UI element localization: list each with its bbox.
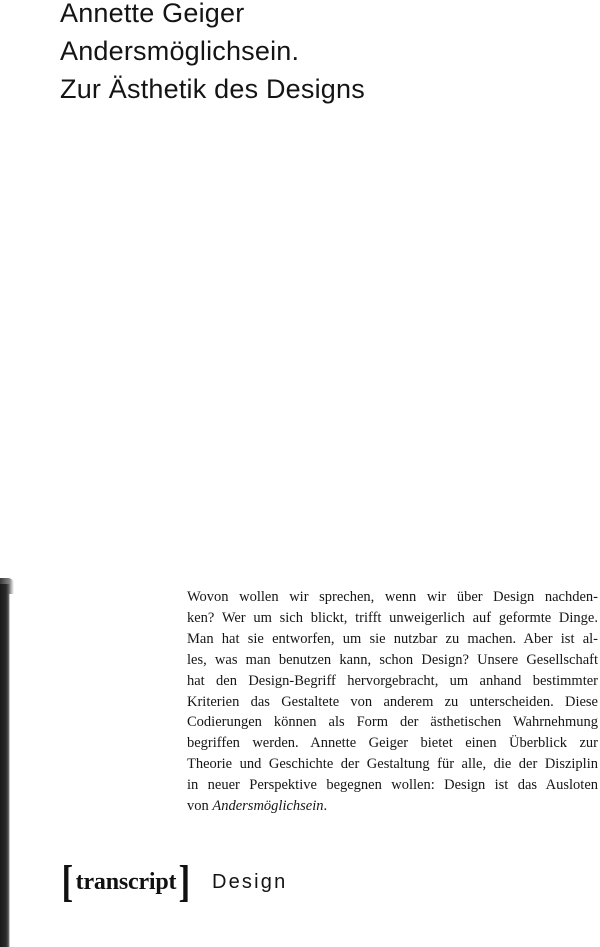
blurb-line: hat den Design-Begriff hervorgebracht, um anhand bestimmter: [187, 672, 598, 689]
cover-footer: [60, 858, 287, 906]
publisher-name: transcript: [75, 868, 177, 895]
book-blurb: [187, 587, 598, 817]
publisher-bracket-open: [: [61, 857, 74, 906]
blurb-line: ken? Wer um sich blickt, trifft unweigerlich auf geformte Dinge.: [187, 609, 598, 626]
cover-header: [60, 0, 365, 108]
publisher-logo: [60, 857, 192, 906]
author-name: Annette Geiger: [60, 0, 245, 28]
publisher-bracket-close: ]: [178, 857, 191, 906]
blurb-line: Kriterien das Gestaltete von anderem zu unterscheiden. Diese: [187, 693, 598, 710]
blurb-line: Man hat sie entworfen, um sie nutzbar zu machen. Aber ist al-: [187, 630, 598, 647]
blurb-last-prefix: von: [187, 798, 213, 815]
blurb-last-line: [187, 796, 598, 817]
blurb-last-suffix: .: [323, 798, 328, 815]
blurb-line: les, was man benutzen kann, schon Design? Unsere Gesellschaft: [187, 651, 598, 668]
blurb-line: Wovon wollen wir sprechen, wenn wir über Design nachden-: [187, 589, 598, 605]
blurb-line: begriffen werden. Annette Geiger bietet einen Überblick zur: [187, 735, 598, 752]
title-line-2: Zur Ästhetik des Designs: [60, 74, 365, 104]
blurb-line: in neuer Perspektive begegnen wollen: Design ist das Ausloten: [187, 777, 598, 794]
series-name: Design: [211, 870, 288, 893]
blurb-line: Theorie und Geschichte der Gestaltung für alle, die der Disziplin: [187, 756, 598, 773]
blurb-line: Codierungen können als Form der ästhetischen Wahrnehmung: [187, 714, 598, 731]
blurb-italic-term: Andersmöglichsein: [212, 798, 324, 815]
title-line-1: Andersmöglichsein.: [60, 36, 300, 66]
spine-edge-shadow: [0, 584, 10, 947]
